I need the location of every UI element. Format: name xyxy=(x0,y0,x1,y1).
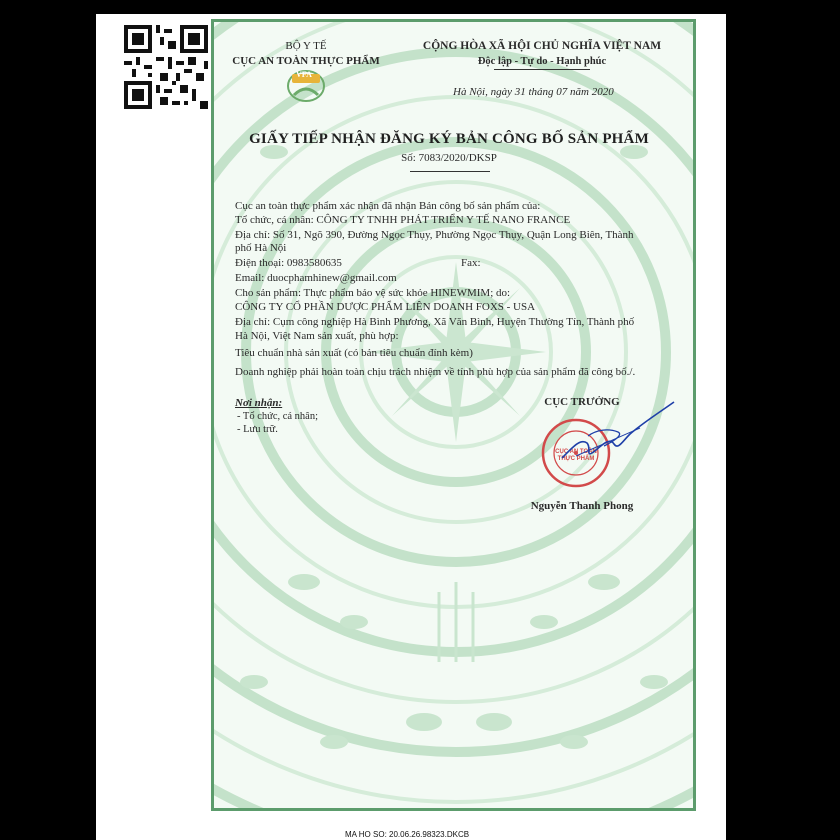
vfa-logo-text: VFA xyxy=(296,70,312,79)
address-line-2: phố Hà Nội xyxy=(235,242,287,254)
document-number: Số: 7083/2020/DKSP xyxy=(401,152,497,164)
manufacturer-address-1: Địa chỉ: Cụm công nghiệp Hà Bình Phương, Xã Văn Bình, Huyện Thường Tín, Thành phố xyxy=(235,316,635,328)
product-line: Cho sản phẩm: Thực phẩm bảo vệ sức khỏe HINEWMIM; do: xyxy=(235,287,511,299)
standard-line: Tiêu chuẩn nhà sản xuất (có bản tiêu chuẩn đính kèm) xyxy=(235,347,473,359)
left-black-bar xyxy=(0,0,96,840)
motto-underline xyxy=(494,69,590,70)
right-black-bar xyxy=(726,0,840,840)
address-line-1: Địa chỉ: Số 31, Ngõ 390, Đường Ngọc Thụy, Phường Ngọc Thụy, Quận Long Biên, Thành xyxy=(235,229,634,241)
signer-name: Nguyễn Thanh Phong xyxy=(530,500,634,512)
recipient-item: - Lưu trữ. xyxy=(237,424,278,435)
recipient-item: - Tổ chức, cá nhân; xyxy=(237,411,319,422)
file-code: MA HO SO: 20.06.26.98323.DKCB xyxy=(345,830,470,839)
agency-name: CỤC AN TOÀN THỰC PHẨM xyxy=(232,55,380,67)
handwritten-signature xyxy=(552,398,677,473)
document-title: GIẤY TIẾP NHẬN ĐĂNG KÝ BẢN CÔNG BỐ SẢN PHẨM xyxy=(249,131,649,147)
fax-line: Fax: xyxy=(461,257,481,269)
national-motto: Độc lập - Tự do - Hạnh phúc xyxy=(477,56,607,67)
top-black-bar xyxy=(96,0,726,14)
phone-line: Điện thoại: 0983580635 xyxy=(235,257,342,269)
ministry-name: BỘ Y TẾ xyxy=(285,40,327,52)
qr-code-icon xyxy=(124,25,208,109)
manufacturer-line: CÔNG TY CỔ PHẦN DƯỢC PHẨM LIÊN DOANH FOXS - USA xyxy=(235,301,536,313)
responsibility-line: Doanh nghiệp phải hoàn toàn chịu trách nhiệm về tính phù hợp của sản phẩm đã công bố./. xyxy=(235,366,636,378)
title-underline xyxy=(410,171,490,172)
organization-line: Tổ chức, cá nhân: CÔNG TY TNHH PHÁT TRIỂN Y TẾ NANO FRANCE xyxy=(235,214,571,226)
stamp-text: CỤC AN TOÀN THỰC PHẨM xyxy=(555,449,597,462)
date-line: Hà Nội, ngày 31 tháng 07 năm 2020 xyxy=(453,86,614,98)
intro-line: Cục an toàn thực phẩm xác nhận đã nhận Bản công bố sản phẩm của: xyxy=(235,200,541,212)
email-line: Email: duocphamhinew@gmail.com xyxy=(235,272,397,284)
recipients-heading: Nơi nhận: xyxy=(235,397,283,409)
manufacturer-address-2: Hà Nội, Việt Nam sản xuất, phù hợp: xyxy=(235,330,399,342)
signer-title: CỤC TRƯỞNG xyxy=(544,396,620,408)
republic-name: CỘNG HÒA XÃ HỘI CHỦ NGHĨA VIỆT NAM xyxy=(422,40,662,52)
